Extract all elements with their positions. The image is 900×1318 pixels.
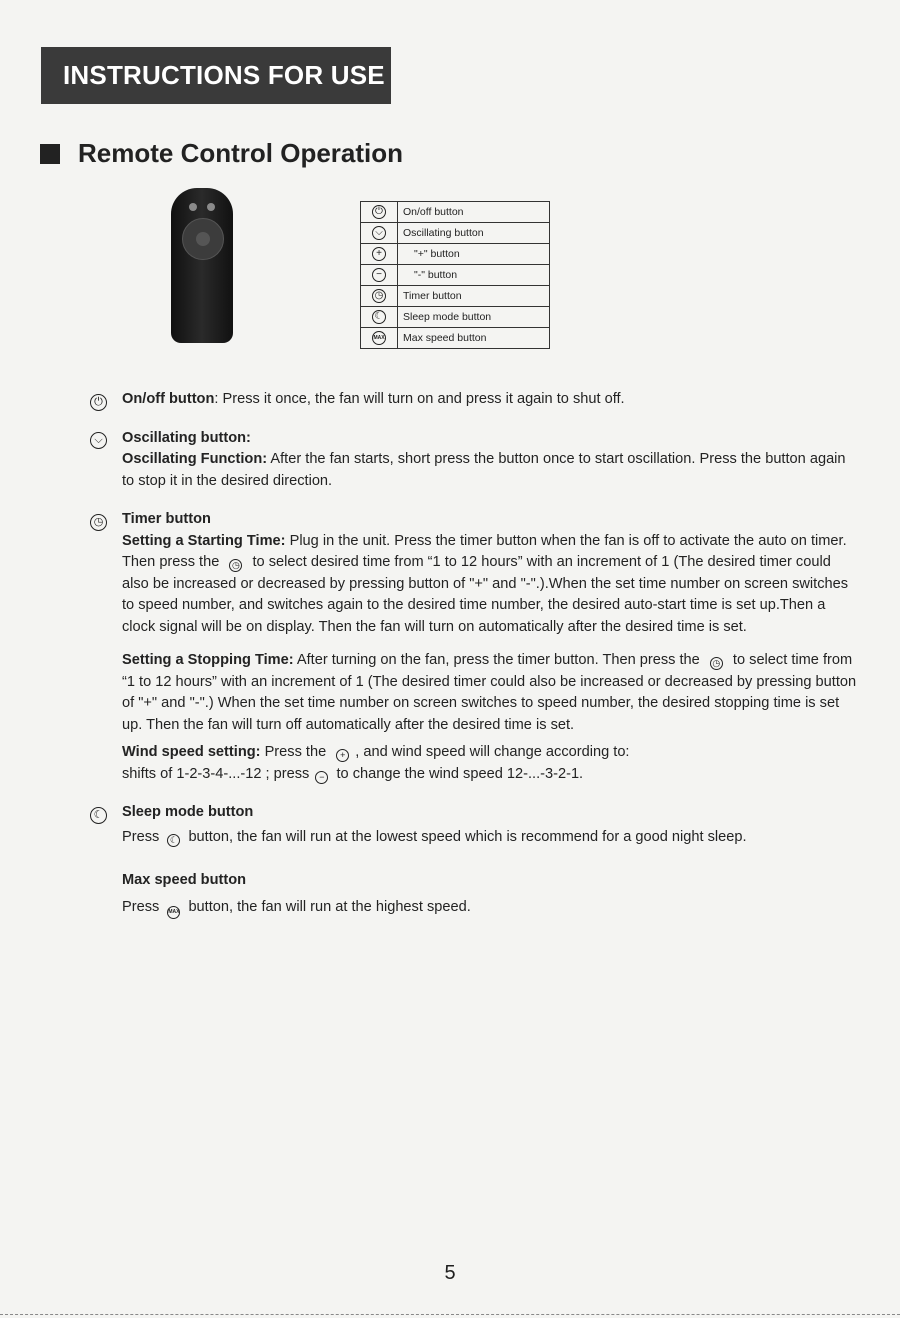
oscillating-func-text: After the fan starts, short press the button once to start oscillation. Press the button again to stop it in the desired direction. bbox=[122, 451, 846, 489]
legend-label: "-" button bbox=[398, 265, 550, 286]
legend-label: Max speed button bbox=[398, 328, 550, 349]
minus-icon: − bbox=[372, 268, 386, 282]
max-speed-title: Max speed button bbox=[122, 872, 247, 888]
minus-icon: − bbox=[315, 771, 328, 784]
oscillating-title: Oscillating button: bbox=[122, 429, 251, 446]
legend-row bbox=[361, 307, 550, 328]
legend-label: On/off button bbox=[398, 202, 550, 223]
sleep-text-2: button, the fan will run at the lowest speed which is recommend for a good night sleep. bbox=[188, 828, 747, 845]
onoff-title: On/off button bbox=[122, 391, 215, 407]
section-title bbox=[40, 138, 403, 169]
sleep-section bbox=[90, 802, 860, 848]
oscillating-section bbox=[90, 428, 860, 493]
page-bottom-divider bbox=[0, 1314, 900, 1316]
page-number: 5 bbox=[444, 1262, 456, 1284]
onoff-text: : Press it once, the fan will turn on and press it again to shut off. bbox=[214, 391, 625, 407]
legend-label: Sleep mode button bbox=[398, 307, 550, 328]
remote-dpad bbox=[182, 218, 224, 260]
legend-label: Oscillating button bbox=[398, 223, 550, 244]
sleep-icon: ☾ bbox=[90, 807, 107, 824]
legend-row bbox=[361, 328, 550, 349]
remote-control-image bbox=[171, 188, 233, 343]
oscillating-func-label: Oscillating Function: bbox=[122, 451, 268, 467]
legend-row bbox=[361, 202, 550, 223]
timer-icon: ◷ bbox=[90, 514, 107, 531]
wind-speed-text-2: , and wind speed will change according to: bbox=[355, 744, 630, 760]
sleep-title: Sleep mode button bbox=[122, 804, 254, 820]
max-icon: MAX bbox=[167, 906, 180, 919]
oscillate-icon: ⌵ bbox=[90, 432, 107, 449]
timer-title: Timer button bbox=[122, 511, 211, 527]
timer-stop-text-2: to select time from “1 to 12 hours” with an increment of 1 (The desired timer could also be increased or decreased by pressing button of "+" and "-".) When the set time number on screen switches to speed number, the desired stopping time is set up. Then the fan will turn off automatically after the desired time is set. bbox=[122, 652, 857, 733]
max-icon: MAX bbox=[372, 331, 386, 345]
bullet-square-icon bbox=[40, 144, 60, 164]
instructions-body bbox=[90, 389, 860, 936]
onoff-section bbox=[90, 389, 860, 411]
power-icon: ⏻ bbox=[90, 394, 107, 411]
timer-icon: ◷ bbox=[710, 657, 723, 670]
legend-row bbox=[361, 244, 550, 265]
timer-start-text: Plug in the unit. Press the timer button when the fan is off to activate the auto on timer. Then press the bbox=[122, 532, 847, 570]
wind-speed-text-3: shifts of 1-2-3-4-...-12 ; press bbox=[122, 765, 310, 782]
legend-label: "+" button bbox=[398, 244, 550, 265]
legend-row bbox=[361, 265, 550, 286]
legend-label: Timer button bbox=[398, 286, 550, 307]
plus-icon: + bbox=[336, 749, 349, 762]
timer-stop-label: Setting a Stopping Time: bbox=[122, 652, 294, 668]
plus-icon: + bbox=[372, 247, 386, 261]
header-banner: INSTRUCTIONS FOR USE bbox=[41, 47, 391, 104]
sleep-icon: ☾ bbox=[167, 834, 180, 847]
timer-start-label: Setting a Starting Time: bbox=[122, 532, 286, 549]
sleep-text: Press bbox=[122, 828, 160, 845]
remote-led-icon bbox=[189, 203, 197, 211]
power-icon: ⏻ bbox=[372, 205, 386, 219]
legend-row bbox=[361, 223, 550, 244]
wind-speed-text-4: to change the wind speed 12-...-3-2-1. bbox=[336, 765, 584, 782]
max-speed-section bbox=[90, 870, 860, 919]
legend-row bbox=[361, 286, 550, 307]
max-speed-text: Press bbox=[122, 898, 160, 915]
oscillate-icon: ⌵ bbox=[372, 226, 386, 240]
timer-icon: ◷ bbox=[372, 289, 386, 303]
max-speed-text-2: button, the fan will run at the highest speed. bbox=[188, 898, 471, 915]
sleep-icon: ☾ bbox=[372, 310, 386, 324]
timer-stop-text: After turning on the fan, press the timer button. Then press the bbox=[293, 652, 700, 668]
timer-section bbox=[90, 509, 860, 785]
section-title-text: Remote Control Operation bbox=[78, 138, 404, 168]
wind-speed-text: Press the bbox=[260, 744, 327, 760]
timer-icon: ◷ bbox=[229, 559, 242, 572]
remote-led-icon bbox=[207, 203, 215, 211]
timer-start-text-2: to select desired time from “1 to 12 hours” with an increment of 1 (The desired timer could also be increased or decreased by pressing button of "+" and "-".).When the set time number on screen switches to speed number, and switches again to the desired time number, the desired auto-start time is set up.Then a clock signal will be on display. Then the fan will turn on automatically after the desired time is set. bbox=[122, 554, 849, 635]
button-legend-table bbox=[360, 201, 550, 349]
wind-speed-label: Wind speed setting: bbox=[122, 744, 261, 760]
